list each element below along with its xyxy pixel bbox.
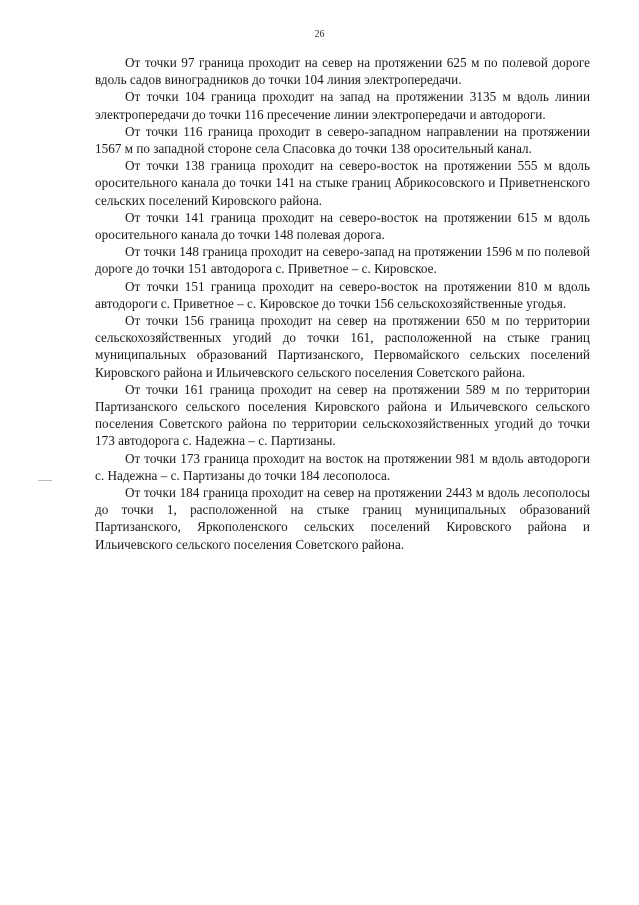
paragraph-1: От точки 97 граница проходит на север на протяжении 625 м по полевой дороге вдоль садов виноградников до точки 104 линия электропередачи. [95, 55, 590, 88]
paragraph-8: От точки 156 граница проходит на север на протяжении 650 м по территории сельскохозяйственных угодий до точки 161, расположенной на стыке границ муниципальных образований Партизанского, Первомайского сельских поселений Кировского района и Ильичевского сельского поселения Советского района. [95, 313, 590, 380]
paragraph-4: От точки 138 граница проходит на северо-восток на протяжении 555 м вдоль оросительного канала до точки 141 на стыке границ Абрикосовского и Приветненского сельских поселений Кировского района. [95, 158, 590, 208]
paragraph-5: От точки 141 граница проходит на северо-восток на протяжении 615 м вдоль оросительного канала до точки 148 полевая дорога. [95, 209, 590, 243]
page-number: 26 [314, 29, 325, 40]
paragraph-11: От точки 184 граница проходит на север на протяжении 2443 м вдоль лесополосы до точки 1, расположенной на стыке границ муниципальных образований Партизанского, Яркополенского сельских поселений Кировского района и Ильичевского сельского поселения Советского района. [95, 485, 590, 552]
paragraph-7: От точки 151 граница проходит на северо-восток на протяжении 810 м вдоль автодороги с. Приветное – с. Кировское до точки 156 сельскохозяйственные угодья. [95, 278, 590, 311]
paragraph-3: От точки 116 граница проходит в северо-западном направлении на протяжении 1567 м по западной стороне села Спасовка до точки 138 оросительный канал. [95, 123, 590, 157]
paragraph-10: От точки 173 граница проходит на восток на протяжении 981 м вдоль автодороги с. Надежна – с. Партизаны до точки 184 лесополоса. [95, 450, 590, 483]
margin-mark [38, 480, 52, 481]
paragraph-2: От точки 104 граница проходит на запад на протяжении 3135 м вдоль линии электропередачи до точки 116 пресечение линии электропередачи и автодороги. [95, 89, 590, 122]
document-body [95, 54, 590, 553]
paragraph-6: От точки 148 граница проходит на северо-запад на протяжении 1596 м по полевой дороге до точки 151 автодорога с. Приветное – с. Кировское. [95, 244, 590, 277]
paragraph-9: От точки 161 граница проходит на север на протяжении 589 м по территории Партизанского сельского поселения Кировского района и Ильичевского сельского поселения Советского района по территории сельскохозяйственных угодий до точки 173 автодорога с. Надежна – с. Партизаны. [95, 381, 590, 449]
